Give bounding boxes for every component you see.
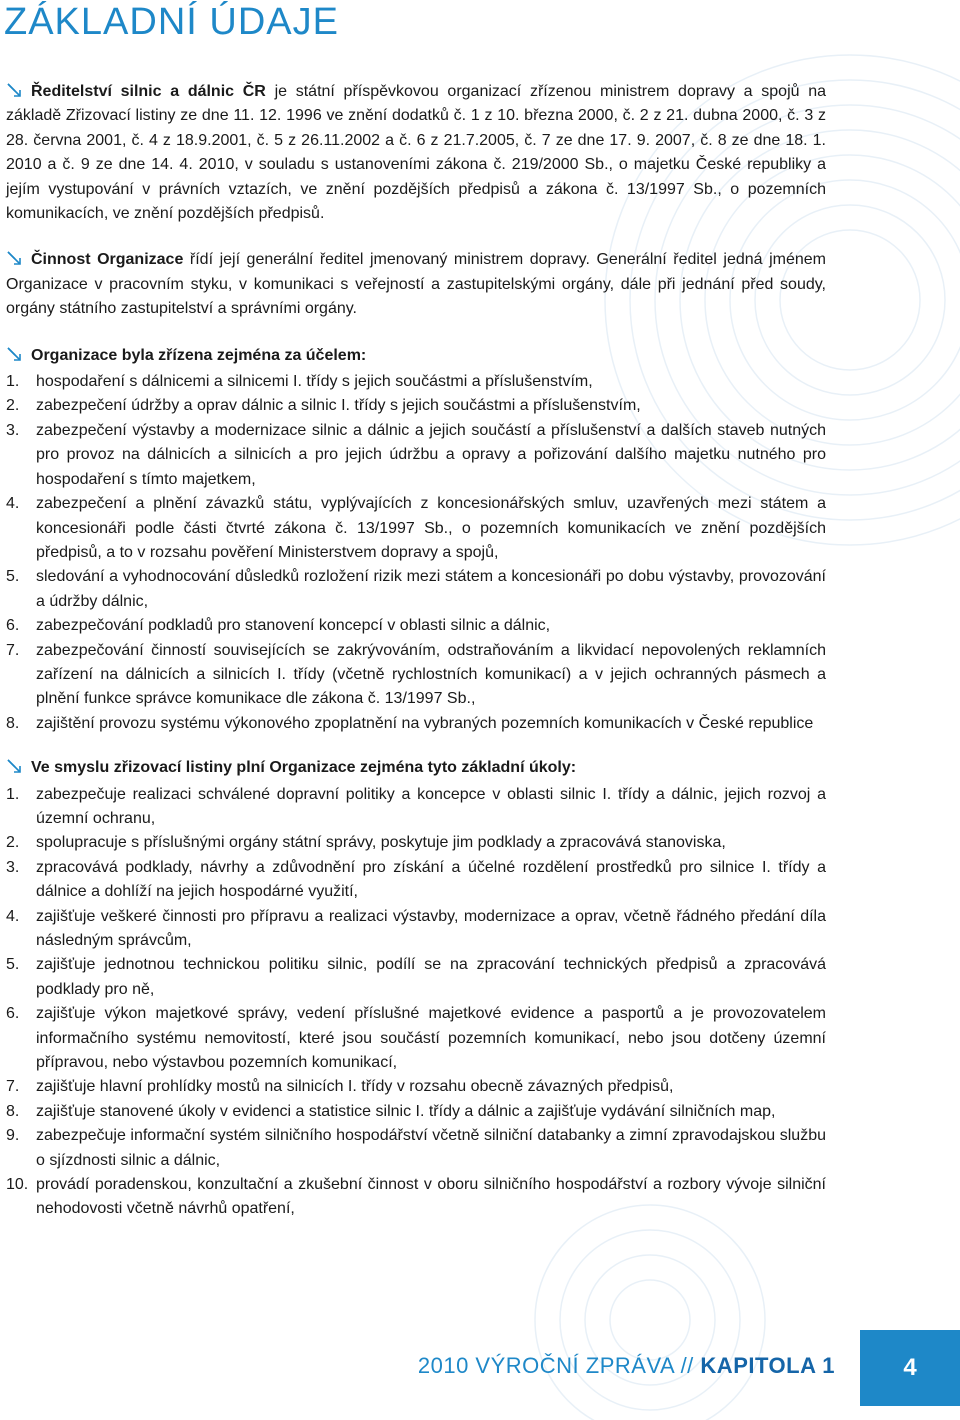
list-item (6, 1002, 826, 1075)
list-item-number: 8. (6, 714, 20, 732)
list-item-number: 10. (6, 1176, 29, 1194)
list-item-number: 1. (6, 785, 20, 803)
list-item-text: zabezpečuje informační systém silničního hospodářství včetně silniční databanky a zimní zpravodajskou službu o sjízdnosti silnic a dálnic, (36, 1127, 826, 1169)
list-item-text: zabezpečování podkladů pro stanovení koncepcí v oblasti silnic a dálnic, (36, 617, 551, 635)
main-content (6, 80, 826, 1242)
list-item-number: 4. (6, 495, 20, 513)
list-item (6, 492, 826, 565)
section-1-lead: Ředitelství silnic a dálnic ČR (31, 83, 266, 100)
list-item (6, 1100, 826, 1124)
page-number-box (860, 1330, 960, 1406)
list-item-text: provádí poradenskou, konzultační a zkušební činnost v oboru silničního hospodářství a rozbory vývoje silniční nehodovosti včetně návrhů opatření, (36, 1176, 826, 1218)
list-item-text: zajišťuje hlavní prohlídky mostů na silnicích I. třídy v rozsahu obecně závazných předpisů, (36, 1078, 674, 1096)
list-item (6, 953, 826, 1002)
list-item-text: zajišťuje jednotnou technickou politiku silnic, podílí se na zpracování technických předpisů a zpracovává podklady pro ně, (36, 956, 826, 998)
list-item-text: zabezpečení výstavby a modernizace silnic a dálnic a jejich součástí a příslušenství a dalších staveb nutných pro provoz na dálnicích a silnicích a pro jejich údržbu a opravy a pořizování dalšího majetku nutného pro hospodaření s tímto majetkem, (36, 421, 826, 488)
list-item (6, 614, 826, 638)
purpose-list (6, 370, 826, 736)
list-item-text: sledování a vyhodnocování důsledků rozložení rizik mezi státem a koncesionáři po dobu výstavby, provozování a údržby dálnic, (36, 568, 826, 610)
arrow-bullet-icon (6, 758, 24, 774)
section-4-heading (6, 756, 826, 780)
list-item-number: 7. (6, 641, 20, 659)
list-item-number: 8. (6, 1102, 20, 1120)
list-item-text: zajišťuje výkon majetkové správy, vedení příslušné majetkové evidence a pasportů a je provozovatelem informačního systému nemovitostí, které jsou součástí pozemních komunikací, nebo jsou dotčeny územní přípravou, nebo výstavbou pozemních komunikací, (36, 1005, 826, 1072)
section-4-heading-text: Ve smyslu zřizovací listiny plní Organizace zejména tyto základní úkoly: (31, 759, 577, 777)
list-item-text: spolupracuje s příslušnými orgány státní správy, poskytuje jim podklady a zpracovává stanoviska, (36, 834, 726, 852)
section-1-text: je státní příspěvkovou organizací zřízenou ministrem dopravy a spojů na základě Zřizovací listiny ze dne 11. 12. 1996 ve znění dodatků č. 1 z 10. března 2000, č. 2 z 21. dubna 2000, č. 3 z 28. června 2001, č. 4 z 18.9.2001, č. 5 z 26.11.2002 a č. 6 z 21.7.2005, č. 7 ze dne 17. 9. 2007, č. 8 ze dne 18. 1. 2010 a č. 9 ze dne 14. 4. 2010, v souladu s ustanoveními zákona č. 219/2000 Sb., o majetku České republiky a jejím vystupování v právních vztazích, ve znění pozdějších předpisů a zákona č. 13/1997 Sb., o pozemních komunikacích, ve znění pozdějších předpisů. (6, 83, 827, 223)
list-item (6, 639, 826, 712)
list-item-number: 4. (6, 907, 20, 925)
page-title: ZÁKLADNÍ ÚDAJE (4, 1, 339, 43)
list-item-number: 3. (6, 858, 20, 876)
list-item (6, 831, 826, 855)
list-item (6, 1173, 826, 1222)
list-item (6, 905, 826, 954)
list-item-number: 6. (6, 1005, 20, 1023)
list-item-number: 7. (6, 1078, 20, 1096)
list-item-text: hospodaření s dálnicemi a silnicemi I. třídy s jejich součástmi a příslušenstvím, (36, 373, 593, 391)
section-3-heading-text: Organizace byla zřízena zejména za účelem: (31, 346, 367, 364)
list-item-text: zabezpečování činností souvisejících se zakrývováním, odstraňováním a likvidací nepovolených reklamních zařízení na dálnicích a silnicích I. třídy (včetně rychlostních komunikací) a v jejich ochranných pásmech a plnění funkce správce komunikace dle zákona č. 13/1997 Sb., (36, 641, 826, 708)
page-number: 4 (903, 1354, 917, 1381)
list-item-text: zajišťuje stanovené úkoly v evidenci a statistice silnic I. třídy a dálnic a zajišťuje vydávání silničních map, (36, 1102, 776, 1120)
list-item-text: zajištění provozu systému výkonového zpoplatnění na vybraných pozemních komunikacích v České republice (36, 714, 814, 732)
list-item-number: 2. (6, 834, 20, 852)
list-item-number: 5. (6, 956, 20, 974)
section-1-paragraph (6, 80, 826, 226)
list-item (6, 783, 826, 832)
list-item (6, 1124, 826, 1173)
list-item-number: 2. (6, 397, 20, 415)
arrow-bullet-icon (6, 250, 24, 266)
tasks-list (6, 783, 826, 1222)
list-item (6, 1075, 826, 1099)
list-item-number: 6. (6, 617, 20, 635)
section-2-text: řídí její generální ředitel jmenovaný ministrem dopravy. Generální ředitel jedná jménem Organizace v pracovním styku, v komunikaci s veřejností a zastupitelskými orgány, dále při jednání před soudy, orgány státního zastupitelství a správními orgány. (6, 251, 827, 318)
list-item (6, 565, 826, 614)
list-item (6, 419, 826, 492)
list-item-text: zabezpečení údržby a oprav dálnic a silnic I. třídy s jejich součástmi a příslušenstvím, (36, 397, 641, 415)
list-item (6, 394, 826, 418)
section-2-paragraph (6, 248, 826, 321)
list-item-text: zpracovává podklady, návrhy a zdůvodnění pro získání a účelné rozdělení prostředků pro silnice I. třídy a dálnice a dohlíží na jejich hospodárné využití, (36, 858, 826, 901)
list-item-text: zajišťuje veškeré činnosti pro přípravu a realizaci výstavby, modernizace a oprav, včetně řádného předání díla následným správcům, (36, 907, 826, 949)
arrow-bullet-icon (6, 346, 24, 362)
footer-report-label: 2010 VÝROČNÍ ZPRÁVA // (417, 1353, 694, 1378)
list-item-text: zabezpečení a plnění závazků státu, vyplývajících z koncesionářských smluv, uzavřených mezi státem a koncesionáři podle části čtvrté zákona č. 13/1997 Sb., o pozemních komunikacích ve znění pozdějších předpisů, a to v rozsahu pověření Ministerstvem dopravy a spojů, (36, 495, 826, 561)
footer-chapter-label: KAPITOLA 1 (700, 1353, 835, 1378)
list-item (6, 712, 826, 736)
list-item-number: 9. (6, 1127, 20, 1145)
section-2-lead: Činnost Organizace (31, 251, 184, 269)
list-item (6, 370, 826, 394)
footer-report-title (418, 1353, 835, 1379)
list-item-number: 1. (6, 373, 20, 391)
list-item-number: 3. (6, 421, 20, 439)
list-item-number: 5. (6, 568, 20, 586)
arrow-bullet-icon (6, 82, 24, 98)
list-item (6, 856, 826, 905)
section-3-heading (6, 344, 826, 368)
list-item-text: zabezpečuje realizaci schválené dopravní politiky a koncepce v oblasti silnic I. třídy a dálnic, jejich rozvoj a územní ochranu, (36, 785, 826, 827)
